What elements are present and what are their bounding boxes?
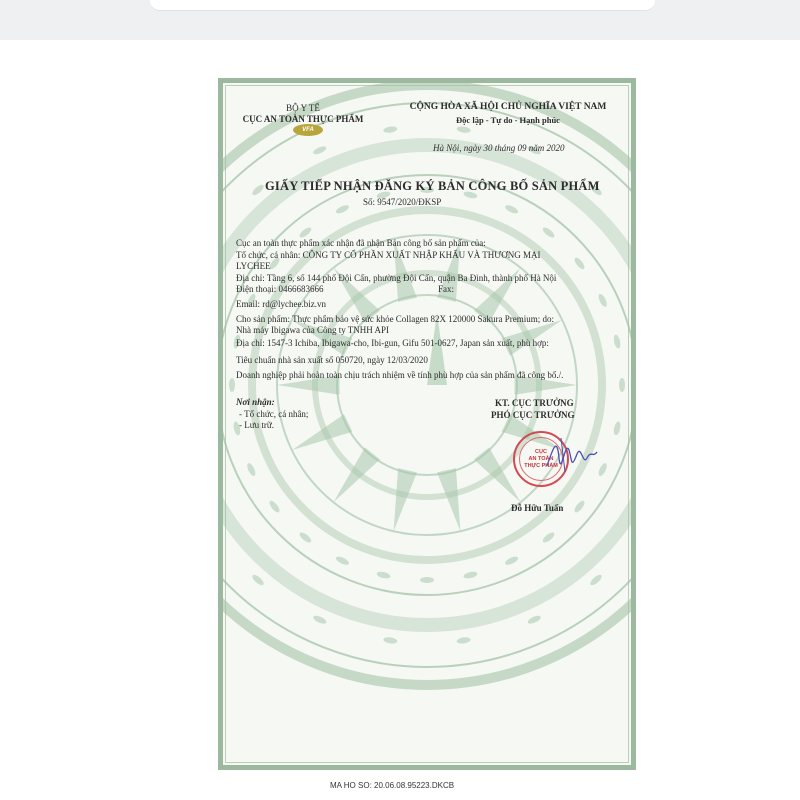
document-number: Số: 9547/2020/ĐKSP xyxy=(363,197,442,207)
national-motto: Độc lập - Tự do - Hạnh phúc xyxy=(456,115,560,125)
phone-number: Điện thoại: 0466683666 xyxy=(236,284,324,294)
drum-bird-motif xyxy=(298,531,313,544)
drum-bird-motif xyxy=(383,636,398,644)
drum-bird-motif xyxy=(383,126,398,134)
drum-bird-motif xyxy=(613,334,622,349)
drum-bird-motif xyxy=(456,636,471,644)
organization-line-1: Tổ chức, cá nhân: CÔNG TY CỔ PHẦN XUẤT NHẬP KHẨU VÀ THƯƠNG MẠI xyxy=(236,250,541,260)
standard-reference: Tiêu chuẩn nhà sản xuất số 050720, ngày 12/03/2020 xyxy=(236,355,428,365)
ministry-name: BỘ Y TẾ xyxy=(286,103,320,113)
recipient-item: - Tổ chức, cá nhân; xyxy=(239,409,309,419)
certificate-document xyxy=(218,78,636,770)
drum-bird-motif xyxy=(229,378,235,392)
fax-label: Fax: xyxy=(438,284,455,294)
vfa-logo: VFA xyxy=(293,124,323,136)
drum-bird-motif xyxy=(376,571,391,580)
drum-bird-motif xyxy=(573,499,586,514)
drum-bird-motif xyxy=(573,256,586,271)
stamp-text: CỤC AN TOÀN THỰC PHẨM xyxy=(524,449,558,469)
drum-bird-motif xyxy=(312,145,327,156)
drum-bird-motif xyxy=(246,462,257,477)
drum-bird-motif xyxy=(268,499,281,514)
drum-star-ray xyxy=(437,468,460,531)
drum-bird-motif xyxy=(504,555,519,566)
drum-bird-motif xyxy=(335,555,350,566)
recipient-item: - Lưu trữ. xyxy=(239,420,274,430)
recipients-heading: Nơi nhận: xyxy=(236,397,275,407)
dossier-code: MA HO SO: 20.06.08.95223.DKCB xyxy=(330,781,455,790)
department-name: CỤC AN TOÀN THỰC PHẨM xyxy=(242,114,364,124)
organization-address: Địa chỉ: Tầng 6, số 144 phố Đội Cấn, phường Đội Cấn, quận Ba Đình, thành phố Hà Nội xyxy=(236,273,557,283)
drum-bird-motif xyxy=(456,126,471,134)
drum-bird-motif xyxy=(463,571,478,580)
drum-bird-motif xyxy=(420,577,434,583)
place-date: Hà Nội, ngày 30 tháng 09 năm 2020 xyxy=(433,143,565,153)
drum-bird-motif xyxy=(251,573,266,587)
signature-title-1: KT. CỤC TRƯỞNG xyxy=(495,398,574,408)
country-name: CỘNG HÒA XÃ HỘI CHỦ NGHĨA VIỆT NAM xyxy=(409,102,607,112)
drum-bird-motif xyxy=(541,531,556,544)
drum-bird-motif xyxy=(619,378,625,392)
drum-star-ray xyxy=(394,468,417,531)
signature-title-2: PHÓ CỤC TRƯỞNG xyxy=(491,410,575,420)
drum-bird-motif xyxy=(312,614,327,625)
drum-bird-motif xyxy=(527,614,542,625)
drum-bird-motif xyxy=(251,183,266,197)
intro-text: Cục an toàn thực phẩm xác nhận đã nhận Bản công bố sản phẩm của: xyxy=(236,238,486,248)
signer-name: Đỗ Hữu Tuấn xyxy=(511,503,564,513)
document-title: GIẤY TIẾP NHẬN ĐĂNG KÝ BẢN CÔNG BỐ SẢN PHẨM xyxy=(265,179,600,193)
product-line-1: Cho sản phẩm: Thực phẩm bảo vệ sức khỏe Collagen 82X 120000 Sakura Premium; do: xyxy=(236,314,555,324)
organization-line-2: LYCHEE xyxy=(236,261,271,271)
responsibility-statement: Doanh nghiệp phải hoàn toàn chịu trách nhiệm về tính phù hợp của sản phẩm đã công bố./. xyxy=(236,370,564,380)
drum-star-ray xyxy=(394,239,417,302)
drum-bird-motif xyxy=(613,421,622,436)
drum-bird-motif xyxy=(541,226,556,239)
drum-bird-motif xyxy=(597,293,608,308)
product-line-2: Nhà máy Ibigawa của Công ty TNHH API xyxy=(236,325,390,335)
drum-bird-motif xyxy=(589,573,604,587)
manufacturer-address: Địa chỉ: 1547-3 Ichiba, Ibigawa-cho, Ibi-gun, Gifu 501-0627, Japan sản xuất, phù hợp: xyxy=(236,338,549,348)
email-address: Email: rd@lychee.biz.vn xyxy=(236,299,327,309)
drum-bird-motif xyxy=(504,204,519,215)
drum-bird-motif xyxy=(335,204,350,215)
handwritten-signature xyxy=(541,428,601,483)
top-browser-bar xyxy=(150,0,655,11)
